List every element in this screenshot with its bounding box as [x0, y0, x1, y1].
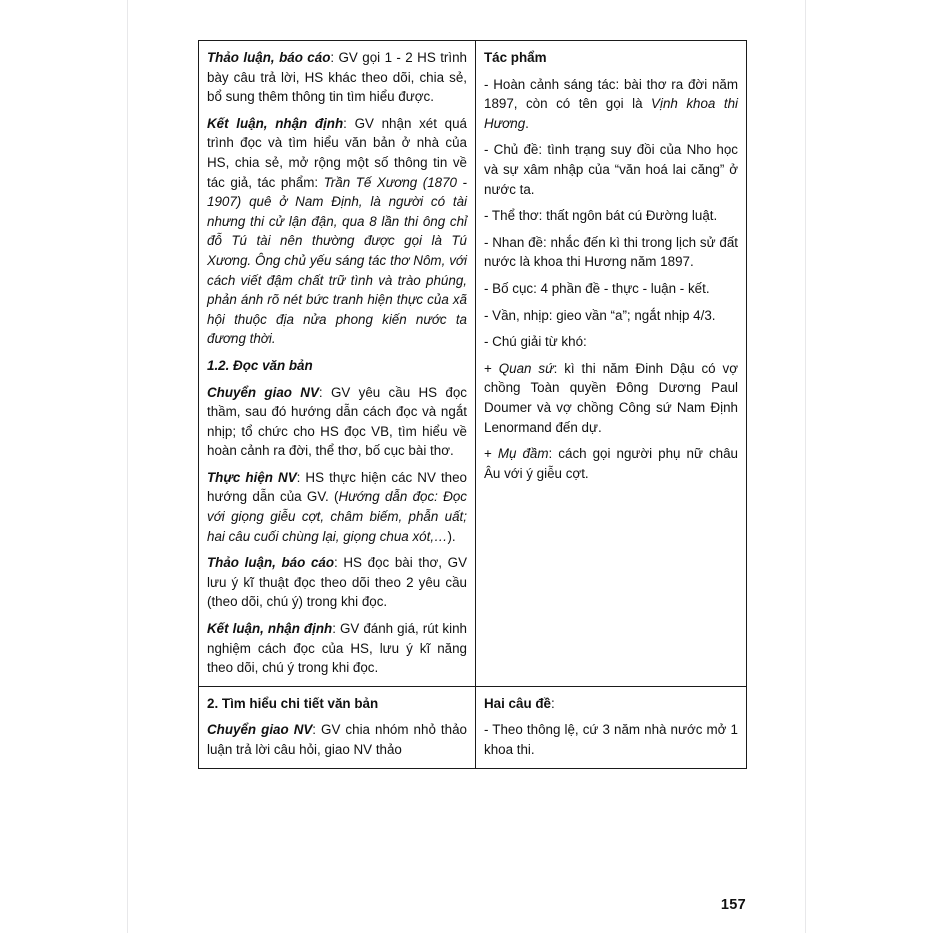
paragraph	[207, 694, 467, 714]
paragraph-text: : HS thực hiện các NV theo hướng dẫn của GV. (	[207, 469, 468, 505]
paragraph-text: - Theo thông lệ, cứ 3 năm nhà nước mở 1 khoa thi.	[484, 722, 738, 757]
paragraph	[484, 444, 738, 483]
page-sheet	[127, 0, 805, 933]
paragraph-lead: Chuyển giao NV	[207, 384, 319, 400]
paragraph	[207, 619, 467, 678]
paragraph-lead: Thảo luận, báo cáo	[207, 555, 335, 571]
paragraph	[484, 359, 738, 437]
paragraph-text: - Chủ đề: tình trạng suy đồi của Nho học và sự xâm nhập của “văn hoá lai căng” ở nước ta.	[484, 142, 738, 197]
paragraph-text: : GV yêu cầu HS đọc thầm, sau đó hướng dẫn cách đọc và ngắt nhịp; tổ chức cho HS đọc VB, tìm hiểu về hoàn cảnh ra đời, thể thơ, bố cục bài thơ.	[207, 384, 467, 459]
paragraph-text: - Vần, nhịp: gieo vần “a”; ngắt nhịp 4/3.	[484, 307, 716, 323]
paragraph	[484, 279, 738, 299]
paragraph-text: : GV nhận xét quá trình đọc và tìm hiểu văn bản ở nhà của HS, chia sẻ, mở rộng một số thông tin về tác giả, tác phẩm:	[207, 115, 467, 190]
paragraph-text: : GV gọi 1 - 2 HS trình bày câu trả lời, HS khác theo dõi, chia sẻ, bổ sung thêm thông tin tìm hiểu được.	[207, 50, 467, 105]
paragraph	[484, 233, 738, 272]
paragraph	[484, 75, 738, 134]
term-italic: Quan sứ	[498, 360, 554, 376]
paragraph-text-italic: Vịnh khoa thi Hương	[484, 96, 738, 131]
paragraph-text: : GV đánh giá, rút kinh nghiệm cách đọc của HS, lưu ý kĩ năng theo dõi, chú ý trong khi đọc.	[207, 621, 467, 676]
paragraph-lead: Thảo luận, báo cáo	[207, 50, 331, 65]
paragraph-lead: 1.2. Đọc văn bản	[207, 357, 313, 373]
table-cell-content-column	[476, 686, 747, 768]
paragraph	[207, 114, 467, 349]
paragraph-lead: Tác phẩm	[484, 50, 547, 65]
paragraph-text: : GV chia nhóm nhỏ thảo luận trả lời câu hỏi, giao NV thảo	[207, 722, 467, 757]
paragraph-text: : cách gọi người phụ nữ châu Âu với ý giễu cợt.	[484, 446, 739, 481]
term-italic: Mụ đầm	[497, 446, 549, 462]
paragraph	[484, 332, 738, 352]
paragraph-lead: Chuyển giao NV	[207, 722, 313, 738]
paragraph	[207, 356, 467, 376]
page-number: 157	[720, 897, 746, 913]
paragraph-text: : HS đọc bài thơ, GV lưu ý kĩ thuật đọc theo dõi theo 2 yêu cầu (theo dõi, chú ý) trong khi đọc.	[207, 555, 468, 610]
paragraph-lead: Kết luận, nhận định	[207, 621, 333, 637]
paragraph	[207, 720, 467, 759]
paragraph	[207, 468, 467, 546]
lesson-plan-table	[198, 40, 747, 769]
paragraph-text: - Nhan đề: nhắc đến kì thi trong lịch sử đất nước là khoa thi Hương năm 1897.	[484, 234, 738, 270]
table-body	[199, 41, 747, 769]
paragraph-text: : kì thi năm Đinh Dậu có vợ chồng Toàn quyền Đông Dương Paul Doumer và vợ chồng Công sứ Nam Định Lenormand đến dự.	[484, 360, 738, 435]
paragraph-lead: Thực hiện NV	[207, 469, 297, 485]
table-row	[199, 41, 747, 687]
paragraph-bullet: +	[484, 360, 499, 376]
paragraph-bullet: +	[484, 446, 498, 462]
paragraph	[484, 48, 738, 68]
paragraph-text-italic: Hướng dẫn đọc: Đọc với giọng giễu cợt, châm biếm, phẫn uất; hai câu cuối chùng lại, giọng chua xót,…	[207, 489, 467, 544]
paragraph-lead: Kết luận, nhận định	[207, 115, 344, 131]
page-edge-right-rule	[805, 0, 806, 933]
paragraph-text: :	[550, 695, 555, 711]
paragraph	[207, 48, 467, 107]
paragraph	[484, 720, 738, 759]
paragraph-lead: 2. Tìm hiểu chi tiết văn bản	[207, 695, 379, 711]
table-row	[199, 686, 747, 768]
paragraph-text: - Bố cục: 4 phần đề - thực - luận - kết.	[484, 280, 710, 296]
paragraph-text-italic: Trần Tế Xương (1870 - 1907) quê ở Nam Định, là người có tài nhưng thi cử lận đận, qua 8 lần thi ông chỉ đỗ Tú tài nên thường được gọi là Tú Xương. Ông chủ yếu sáng tác thơ Nôm, với cách viết đậm chất trữ tình và trào phúng, phản ánh rõ nét bức tranh hiện thực của xã hội thuộc địa nửa phong kiến nước ta đương thời.	[207, 174, 467, 347]
paragraph-text: - Chú giải từ khó:	[484, 334, 587, 350]
paragraph	[484, 140, 738, 199]
paragraph	[484, 206, 738, 226]
paragraph-text: - Thể thơ: thất ngôn bát cú Đường luật.	[484, 208, 718, 224]
paragraph	[207, 383, 467, 461]
paragraph-text-tail: ).	[447, 528, 456, 544]
table-cell-activity-column	[199, 686, 476, 768]
paragraph-text: - Hoàn cảnh sáng tác: bài thơ ra đời năm 1897, còn có tên gọi là	[484, 76, 738, 112]
paragraph-lead: Hai câu đề	[484, 695, 551, 711]
paragraph	[484, 306, 738, 326]
paragraph	[207, 553, 467, 612]
table-cell-activity-column	[199, 41, 476, 687]
paragraph-text-tail: .	[525, 115, 529, 131]
table-cell-content-column	[476, 41, 747, 687]
paragraph	[484, 694, 738, 714]
